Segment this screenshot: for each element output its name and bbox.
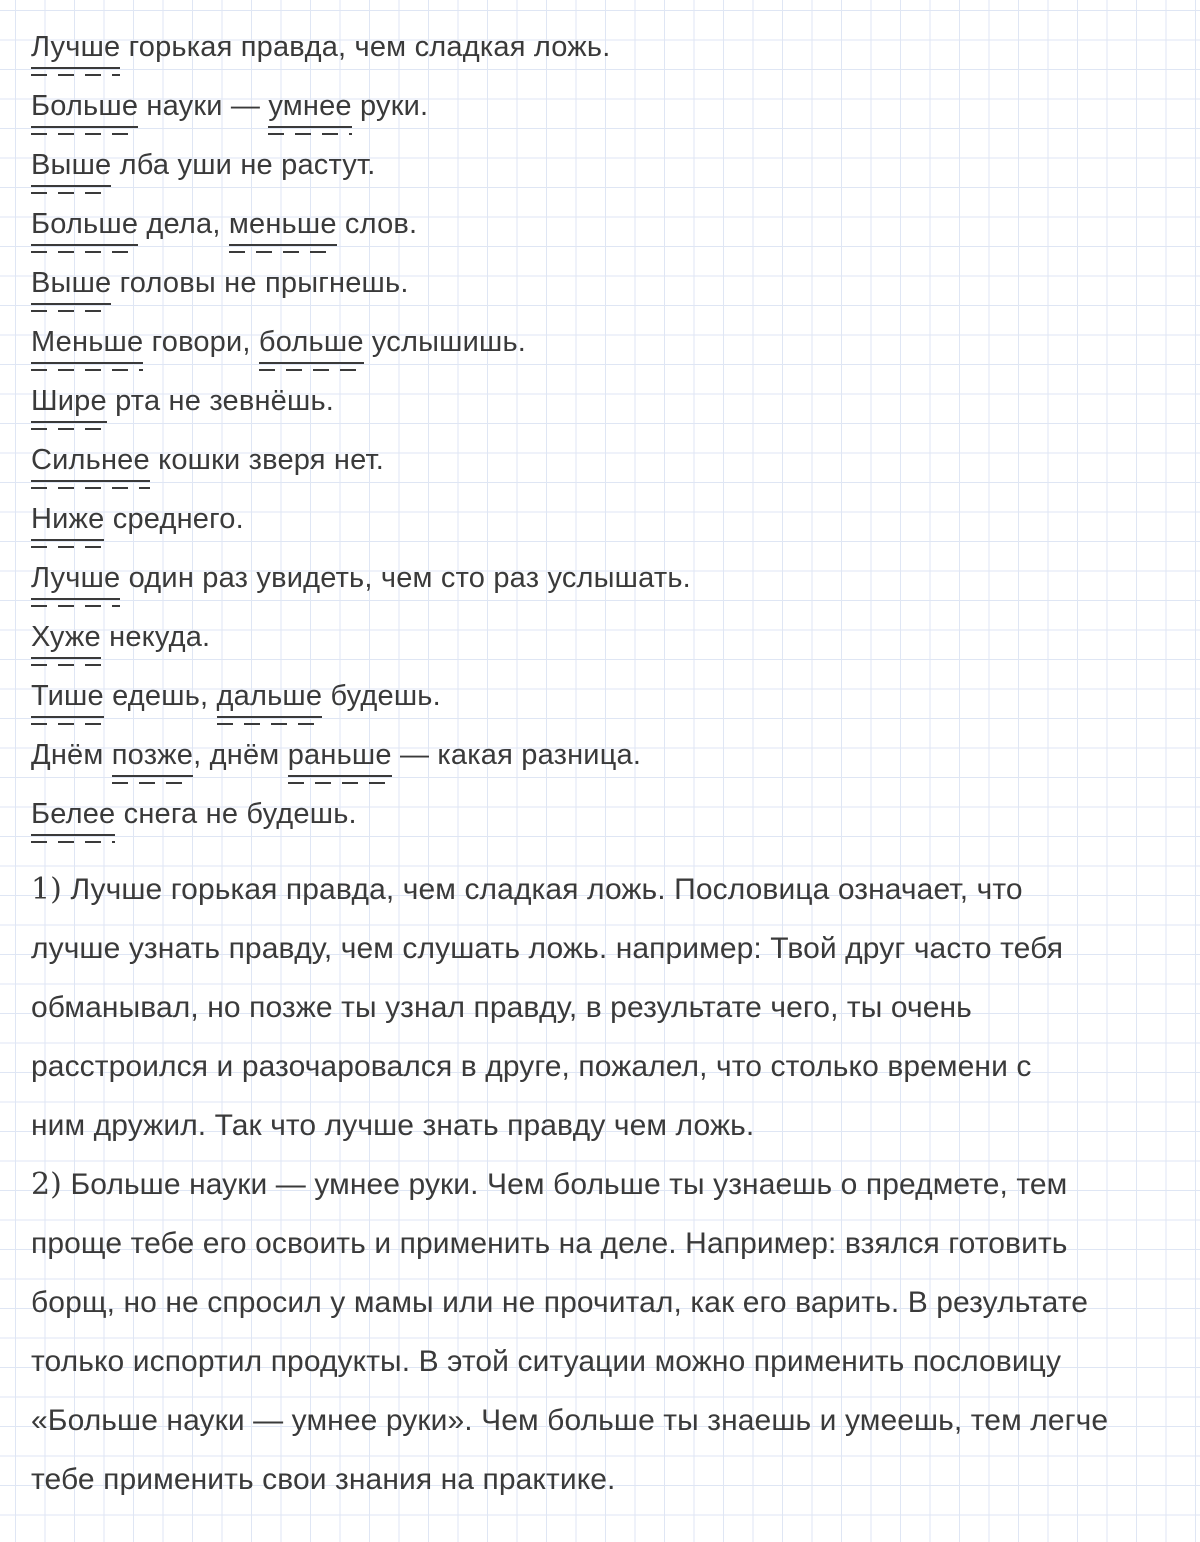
explanation-text: Больше науки — умнее руки. Чем больше ты узнаешь о предмете, тем — [70, 1168, 1068, 1201]
solid-underline — [31, 480, 150, 482]
proverb-text: Днём — [31, 739, 112, 771]
proverb-text: — какая разница. — [391, 739, 642, 771]
proverb-line — [31, 671, 1181, 730]
dashed-underline — [31, 487, 150, 489]
solid-underline — [268, 126, 351, 128]
proverb-text: дела, — [138, 208, 229, 240]
explanation-line — [31, 1037, 1181, 1096]
proverb-text: рта не зевнёшь. — [106, 385, 335, 417]
explanation-text: «Больше науки — умнее руки». Чем больше ты знаешь и умеешь, тем легче — [31, 1404, 1109, 1437]
adverb-text: раньше — [287, 739, 392, 771]
underlined-adverb — [31, 317, 143, 367]
proverb-text: услышишь. — [363, 326, 527, 358]
explanation-text: тебе применить свои знания на практике. — [31, 1463, 616, 1496]
solid-underline — [31, 362, 143, 364]
proverb-line — [31, 612, 1181, 671]
underlined-adverb — [288, 730, 392, 780]
dashed-underline — [31, 74, 120, 76]
proverb-line — [31, 789, 1181, 848]
adverb-text: Белее — [31, 798, 116, 830]
proverb-line — [31, 22, 1181, 81]
adverb-text: Выше — [31, 267, 112, 299]
dashed-underline — [31, 546, 104, 548]
dashed-underline — [31, 841, 115, 843]
adverb-text: Лучше — [31, 31, 121, 63]
solid-underline — [31, 834, 115, 836]
proverb-line — [31, 494, 1181, 553]
adverb-text: умнее — [268, 90, 352, 122]
proverb-line — [31, 258, 1181, 317]
adverb-text: Шире — [31, 385, 107, 417]
solid-underline — [31, 421, 107, 423]
solid-underline — [31, 598, 120, 600]
proverb-line — [31, 81, 1181, 140]
solid-underline — [112, 775, 193, 777]
explanation-line — [31, 1332, 1181, 1391]
explanation-line — [31, 1391, 1181, 1450]
proverb-line — [31, 730, 1181, 789]
proverb-line — [31, 140, 1181, 199]
proverb-text: лба уши не растут. — [111, 149, 376, 181]
underlined-adverb — [31, 81, 138, 131]
explanation-number: 1) — [31, 872, 62, 907]
dashed-underline — [31, 723, 104, 725]
explanation-line — [31, 978, 1181, 1037]
adverb-text: позже — [111, 739, 194, 771]
dashed-underline — [31, 192, 111, 194]
explanation-line — [31, 860, 1181, 919]
underlined-adverb — [31, 789, 115, 839]
proverb-text: кошки зверя нет. — [149, 444, 385, 476]
proverb-text: говори, — [143, 326, 259, 358]
explanation-text: проще тебе его освоить и применить на деле. Например: взялся готовить — [31, 1227, 1068, 1260]
solid-underline — [31, 185, 111, 187]
solid-underline — [31, 303, 111, 305]
dashed-underline — [31, 310, 111, 312]
proverb-text: будешь. — [322, 680, 441, 712]
underlined-adverb — [229, 199, 337, 249]
adverb-text: Ниже — [31, 503, 105, 535]
dashed-underline — [288, 782, 392, 784]
adverb-text: Лучше — [31, 562, 121, 594]
dashed-underline — [31, 369, 143, 371]
explanation-text: лучше узнать правду, чем слушать ложь. например: Твой друг часто тебя — [31, 932, 1064, 965]
proverb-text: едешь, — [103, 680, 217, 712]
explanation-text: ним дружил. Так что лучше знать правду чем ложь. — [31, 1109, 755, 1142]
solid-underline — [259, 362, 364, 364]
proverb-line — [31, 199, 1181, 258]
proverb-line — [31, 435, 1181, 494]
adverb-text: Больше — [31, 208, 139, 240]
adverb-text: Выше — [31, 149, 112, 181]
dashed-underline — [31, 428, 107, 430]
explanation-line — [31, 1155, 1181, 1214]
adverb-text: меньше — [228, 208, 337, 240]
proverb-text: головы не прыгнешь. — [111, 267, 409, 299]
underlined-adverb — [31, 140, 111, 190]
underlined-adverb — [268, 81, 351, 131]
underlined-adverb — [31, 612, 101, 662]
proverb-text: науки — — [138, 90, 269, 122]
explanation-line — [31, 919, 1181, 978]
dashed-underline — [229, 251, 337, 253]
dashed-underline — [217, 723, 323, 725]
adverb-text: больше — [258, 326, 364, 358]
proverb-text: горькая правда, чем сладкая ложь. — [120, 31, 611, 63]
solid-underline — [217, 716, 323, 718]
explanation-text: борщ, но не спросил у мамы или не прочитал, как его варить. В результате — [31, 1286, 1089, 1319]
explanation-list — [31, 860, 1181, 1509]
proverb-text: , днём — [193, 739, 288, 771]
explanation-text: только испортил продукты. В этой ситуации можно применить пословицу — [31, 1345, 1062, 1378]
dashed-underline — [259, 369, 364, 371]
solid-underline — [288, 775, 392, 777]
underlined-adverb — [31, 258, 111, 308]
underlined-adverb — [31, 553, 120, 603]
solid-underline — [31, 126, 138, 128]
underlined-adverb — [31, 435, 150, 485]
underlined-adverb — [31, 671, 104, 721]
proverb-line — [31, 376, 1181, 435]
dashed-underline — [268, 133, 351, 135]
dashed-underline — [31, 605, 120, 607]
dashed-underline — [31, 251, 138, 253]
proverb-text: среднего. — [104, 503, 244, 535]
underlined-adverb — [31, 376, 107, 426]
explanation-line — [31, 1096, 1181, 1155]
underlined-adverb — [217, 671, 323, 721]
solid-underline — [229, 244, 337, 246]
proverb-text: руки. — [351, 90, 429, 122]
proverb-line — [31, 553, 1181, 612]
solid-underline — [31, 67, 120, 69]
dashed-underline — [31, 664, 101, 666]
proverb-text: один раз увидеть, чем сто раз услышать. — [120, 562, 691, 594]
underlined-adverb — [112, 730, 193, 780]
dashed-underline — [31, 133, 138, 135]
explanation-paragraph — [31, 1155, 1181, 1509]
underlined-adverb — [31, 494, 104, 544]
solid-underline — [31, 716, 104, 718]
adverb-text: Сильнее — [31, 444, 150, 476]
proverb-line — [31, 317, 1181, 376]
adverb-text: Хуже — [31, 621, 101, 653]
solid-underline — [31, 539, 104, 541]
adverb-text: Тише — [31, 680, 104, 712]
explanation-line — [31, 1450, 1181, 1509]
explanation-text: обманывал, но позже ты узнал правду, в результате чего, ты очень — [31, 991, 972, 1024]
underlined-adverb — [31, 22, 120, 72]
explanation-line — [31, 1214, 1181, 1273]
proverb-text: снега не будешь. — [115, 798, 357, 830]
dashed-underline — [112, 782, 193, 784]
adverb-text: Больше — [31, 90, 139, 122]
adverb-text: Меньше — [31, 326, 144, 358]
explanation-line — [31, 1273, 1181, 1332]
solid-underline — [31, 657, 101, 659]
notebook-page — [31, 22, 1181, 1509]
underlined-adverb — [259, 317, 364, 367]
explanation-text: расстроился и разочаровался в друге, пожалел, что столько времени с — [31, 1050, 1032, 1083]
proverb-text: слов. — [336, 208, 418, 240]
proverb-list — [31, 22, 1181, 848]
proverb-text: некуда. — [100, 621, 211, 653]
underlined-adverb — [31, 199, 138, 249]
explanation-number: 2) — [31, 1167, 62, 1202]
explanation-text: Лучше горькая правда, чем сладкая ложь. Пословица означает, что — [70, 873, 1023, 906]
adverb-text: дальше — [216, 680, 323, 712]
solid-underline — [31, 244, 138, 246]
explanation-paragraph — [31, 860, 1181, 1155]
